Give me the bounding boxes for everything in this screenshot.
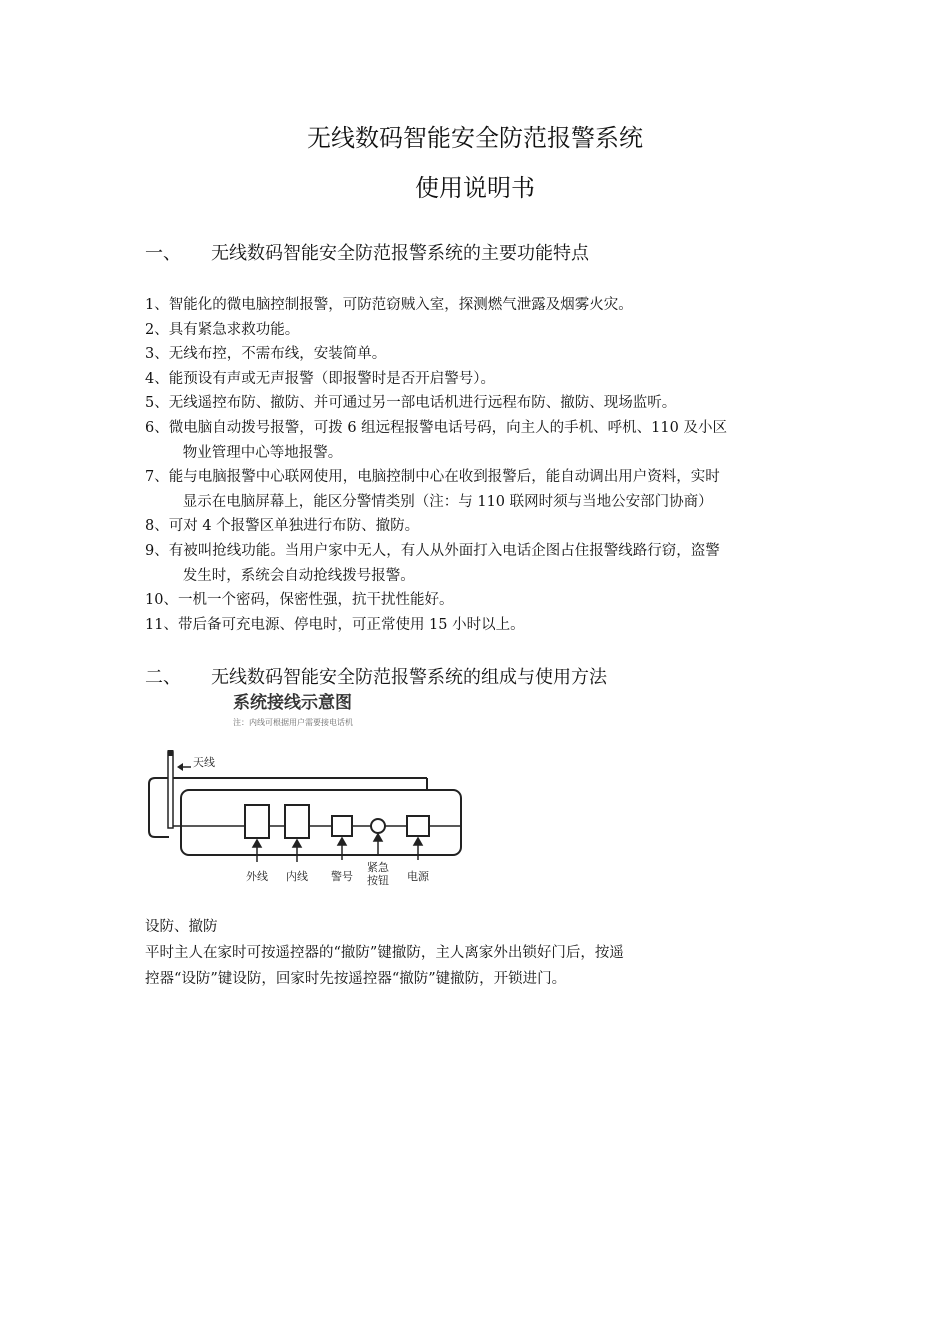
- antenna-label: 天线: [193, 756, 215, 769]
- port-label: 紧急: [367, 861, 389, 874]
- item-number: 11、: [145, 616, 178, 633]
- section-heading-1: [145, 239, 589, 265]
- arm-disarm-section: [145, 914, 624, 992]
- item-number: 9、: [145, 542, 169, 559]
- item-text: 可对 4 个报警区单独进行布防、撤防。: [168, 518, 420, 535]
- item-number: 4、: [145, 370, 169, 387]
- document-title: 无线数码智能安全防范报警系统: [307, 124, 643, 152]
- item-text-continued: 显示在电脑屏幕上，能区分警情类别（注：与 110 联网时须与当地公安部门协商）: [182, 493, 713, 510]
- item-text: 一机一个密码，保密性强，抗干扰性能好。: [177, 592, 454, 609]
- list-item: [145, 514, 809, 539]
- item-number: 1、: [145, 297, 169, 313]
- port-label: 电源: [407, 870, 429, 883]
- item-text: 微电脑自动拨号报警，可拨 6 组远程报警电话号码，向主人的手机、呼机、110 及小区: [168, 419, 727, 436]
- item-number: 6、: [145, 419, 169, 436]
- list-item: [145, 613, 809, 638]
- item-text: 带后备可充电源、停电时，可正常使用 15 小时以上。: [177, 616, 525, 633]
- list-item: [145, 588, 809, 613]
- section-title: 无线数码智能安全防范报警系统的组成与使用方法: [211, 667, 607, 688]
- item-text: 无线布控，不需布线，安装简单。: [168, 346, 387, 363]
- paragraph-line: 平时主人在家时可按遥控器的“撤防”键撤防，主人离家外出锁好门后，按遥: [145, 945, 624, 961]
- list-item: [145, 293, 809, 318]
- port-label: 外线: [246, 870, 268, 883]
- list-item: [145, 318, 809, 343]
- paragraph-line: 控器“设防”键设防，回家时先按遥控器“撤防”键撤防，开锁进门。: [145, 971, 567, 987]
- item-number: 8、: [145, 518, 169, 535]
- port-label: 内线: [286, 870, 308, 883]
- port-emergency-button: [371, 819, 385, 833]
- item-text: 能预设有声或无声报警（即报警时是否开启警号）。: [168, 370, 495, 387]
- item-text: 有被叫抢线功能。当用户家中无人，有人从外面打入电话企图占住报警线路行窃，盗警: [168, 542, 720, 559]
- antenna-icon: [168, 750, 174, 828]
- feature-list: [145, 293, 809, 637]
- item-number: 5、: [145, 395, 169, 412]
- item-text-continued: 物业管理中心等地报警。: [182, 444, 343, 461]
- diagram-note: 注：内线可根据用户需要接电话机: [233, 718, 353, 727]
- arrow-icon: [177, 763, 191, 771]
- section-title: 无线数码智能安全防范报警系统的主要功能特点: [211, 243, 589, 264]
- device-back-outline: [149, 778, 169, 837]
- item-text: 智能化的微电脑控制报警，可防范窃贼入室，探测燃气泄露及烟雾火灾。: [168, 297, 633, 313]
- port-outside-line: [245, 805, 269, 838]
- port-siren: [332, 816, 352, 836]
- wiring-diagram: [145, 690, 475, 890]
- item-text: 无线遥控布防、撤防、并可通过另一部电话机进行远程布防、撤防、现场监听。: [168, 395, 677, 412]
- list-item: [145, 539, 809, 588]
- list-item: [145, 416, 809, 465]
- port-power: [407, 816, 429, 836]
- item-number: 7、: [145, 469, 169, 486]
- list-item: [145, 391, 809, 416]
- section-number: 一、: [145, 243, 181, 264]
- section-number: 二、: [145, 667, 181, 688]
- document-subtitle: 使用说明书: [415, 174, 535, 202]
- item-number: 10、: [145, 592, 178, 609]
- item-number: 2、: [145, 321, 169, 338]
- item-number: 3、: [145, 346, 169, 363]
- diagram-title: 系统接线示意图: [233, 693, 352, 713]
- list-item: [145, 367, 809, 392]
- port-label: 按钮: [367, 874, 389, 887]
- item-text: 能与电脑报警中心联网使用，电脑控制中心在收到报警后，能自动调出用户资料，实时: [168, 469, 720, 486]
- item-text: 具有紧急求救功能。: [168, 321, 300, 338]
- section-heading-2: [145, 663, 607, 689]
- port-label: 警号: [331, 870, 353, 883]
- list-item: [145, 465, 809, 514]
- port-inside-line: [285, 805, 309, 838]
- paragraph-heading: 设防、撤防: [145, 919, 218, 935]
- item-text-continued: 发生时，系统会自动抢线拨号报警。: [182, 567, 415, 584]
- list-item: [145, 342, 809, 367]
